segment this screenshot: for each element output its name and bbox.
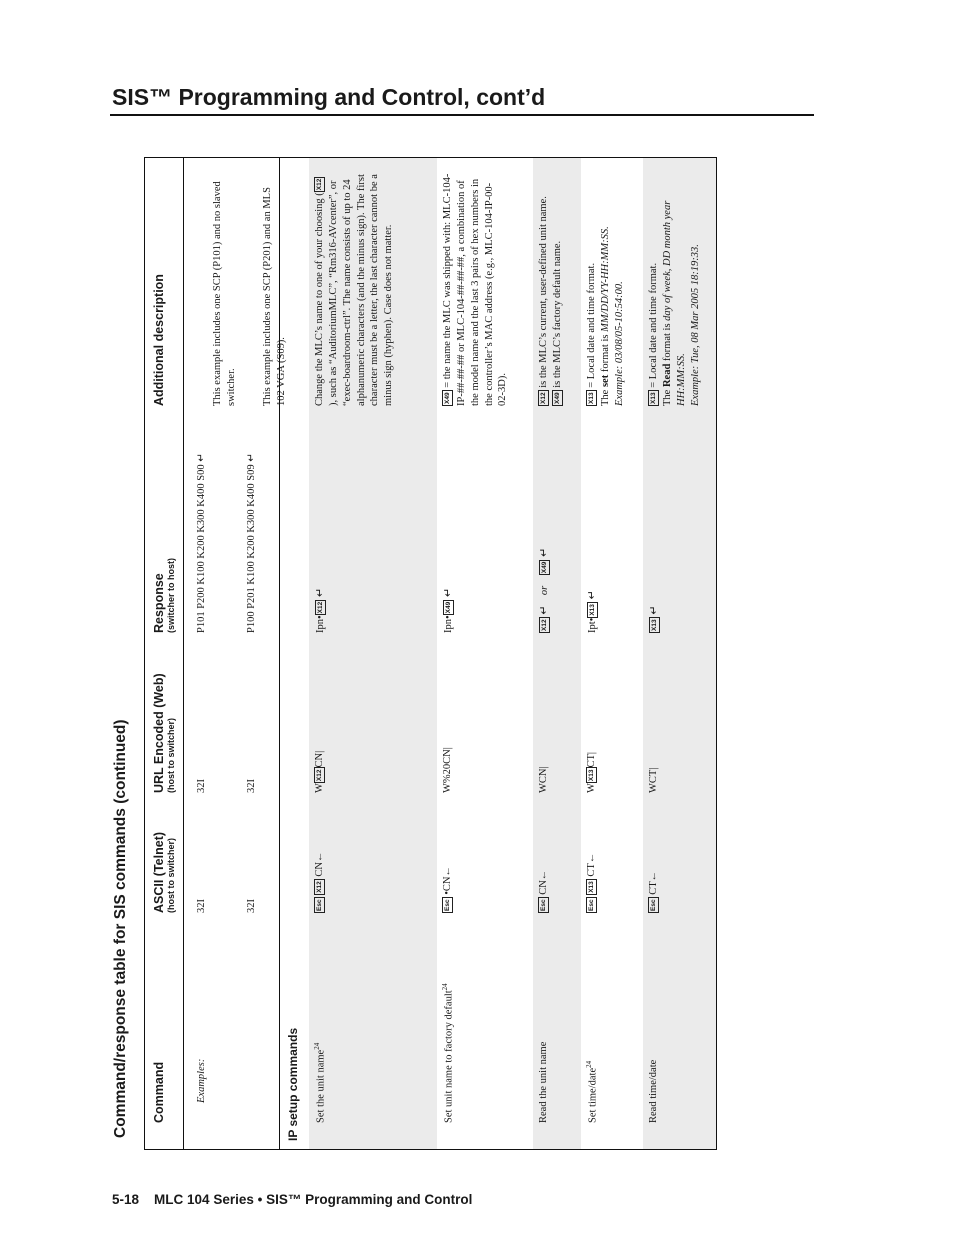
section-heading: IP setup commands	[286, 1027, 300, 1141]
divider	[183, 158, 184, 1150]
var-x13: X13	[588, 392, 596, 404]
desc-text: is the MLC’s current, user-defined unit name.	[538, 196, 549, 391]
response-set-time-date	[585, 590, 600, 633]
command-read-time-date: Read time/date	[648, 1059, 659, 1123]
command-set-factory-default: Set unit name to factory default$^{24}$	[441, 983, 455, 1123]
var-x13: X13	[588, 769, 596, 782]
esc-key: Esc	[650, 899, 658, 911]
ascii-suffix: CN←	[314, 851, 325, 877]
url-suffix: CN|	[314, 750, 325, 768]
response-read-unit-name	[537, 548, 552, 633]
return-icon: ↵	[313, 587, 326, 598]
url-header-label: URL Encoded (Web)	[152, 673, 166, 793]
var-x12: X12	[541, 619, 549, 631]
footer-text: MLC 104 Series • SIS™ Programming and Control	[154, 1192, 473, 1207]
url-prefix: W	[314, 783, 325, 793]
desc-text: = Local date and time format.	[648, 262, 659, 391]
ascii-suffix: •CN←	[442, 866, 453, 895]
url-set-factory-default: W%20CN|	[442, 747, 453, 793]
page-footer	[112, 1192, 472, 1207]
esc-key: Esc	[444, 899, 452, 911]
example-url: 32I	[196, 779, 207, 793]
ascii-suffix: CN←	[538, 869, 549, 895]
col-header-ascii	[153, 832, 177, 913]
command-set-unit-name: Set the unit name$^{24}$	[313, 1042, 327, 1123]
desc-example: Example: 03/08/05-10:54:00.	[613, 281, 625, 406]
or-text: or	[539, 585, 550, 596]
return-icon: ↵	[441, 587, 454, 598]
desc-example: Example: Tue, 08 Mar 2005 18:19:33.	[689, 244, 701, 406]
example-ascii: 32I	[246, 899, 257, 913]
description-read-unit-name	[537, 171, 565, 406]
response-header-sub: (switcher to host)	[165, 557, 176, 633]
description-set-unit-name	[313, 171, 396, 406]
response-header-label: Response	[152, 573, 166, 633]
col-header-url	[153, 673, 177, 793]
var-x49: X49	[445, 601, 453, 614]
var-x12: X12	[316, 769, 324, 782]
return-icon: ↵	[537, 547, 550, 558]
ascii-suffix: CT←	[648, 870, 659, 895]
url-read-unit-name: WCN|	[538, 766, 549, 793]
footnote-ref: 24	[441, 983, 449, 991]
col-header-description: Additional description	[152, 274, 166, 406]
col-header-response	[153, 558, 177, 633]
url-set-unit-name	[313, 751, 327, 793]
esc-key: Esc	[540, 899, 548, 911]
command-table	[144, 157, 717, 1150]
ascii-set-unit-name	[313, 852, 327, 914]
desc-text: is the MLC’s factory default name.	[551, 240, 563, 391]
var-x12: X12	[540, 392, 548, 404]
url-prefix: W	[586, 783, 597, 793]
col-header-command: Command	[152, 1061, 166, 1123]
var-x13: X13	[589, 604, 597, 616]
response-prefix: Ipn•	[315, 615, 326, 633]
page-number: 5-18	[112, 1192, 140, 1207]
ascii-read-unit-name	[537, 870, 551, 913]
var-x13: X13	[650, 392, 658, 404]
example-description: This example includes one SCP (P101) and no slaved switcher.	[212, 181, 237, 406]
examples-label: Examples:	[196, 1058, 207, 1103]
desc-line: The set format is MM/DD/YY-HH:MM:SS.	[599, 226, 611, 406]
desc-line	[647, 171, 661, 406]
ascii-set-time-date	[585, 853, 599, 913]
return-icon: ↵	[537, 605, 550, 615]
return-icon: ↵	[585, 590, 598, 600]
example-response: P101 P200 K100 K200 K300 K400 S00 ↵	[196, 452, 207, 633]
desc-line	[585, 171, 599, 406]
desc-text: = Local date and time format.	[586, 262, 597, 391]
ascii-header-label: ASCII (Telnet)	[152, 831, 166, 913]
footnote-ref: 24	[313, 1042, 321, 1050]
description-read-time-date	[647, 171, 702, 406]
page-title: SIS™ Programming and Control, cont’d	[112, 84, 546, 110]
url-read-time-date: WCT|	[648, 767, 659, 793]
example-response: P100 P201 K100 K200 K300 K400 S09 ↵	[246, 452, 257, 633]
desc-text: = the name the MLC was shipped with: MLC-104-IP-##-##-## or MLC-104-##-##-##, a combination of the model name and the last 3 pairs of hex numbers in the controller’s MAC address (e.g., MLC-104-IP-00-02-3D).	[442, 173, 509, 406]
desc-text: Change the MLC’s name to one of your choosing (	[314, 192, 325, 406]
desc-text: ), such as “AuditoriumMLC”, “Rm316-AVcenter”, or “exec-boardroom-ctrl”. The name consists of up to 24 alphanumeric characters (and the minus sign). The first character must be a letter, the last character cannot be a minus sign (hyphen). Case does not matter.	[327, 174, 395, 406]
var-x49: X49	[541, 561, 549, 574]
response-set-unit-name	[313, 588, 328, 633]
example-ascii: 32I	[196, 899, 207, 913]
description-set-time-date	[585, 171, 627, 406]
desc-line	[537, 171, 551, 406]
url-set-time-date	[585, 752, 599, 793]
ascii-suffix: CT←	[586, 852, 597, 877]
var-x13: X13	[651, 619, 659, 631]
command-set-time-date: Set time/date$^{24}$	[585, 1060, 599, 1123]
response-set-factory-default	[441, 588, 456, 633]
var-x49: X49	[553, 392, 561, 404]
footnote-ref: 24	[585, 1060, 593, 1068]
command-read-unit-name: Read the unit name	[538, 1041, 549, 1123]
description-set-factory-default	[441, 171, 510, 406]
return-icon: ↵	[647, 605, 660, 615]
var-x12: X12	[317, 601, 325, 614]
esc-key: Esc	[316, 899, 324, 911]
ascii-read-time-date	[647, 871, 661, 913]
var-x12: X12	[316, 881, 324, 893]
example-description: This example includes one SCP (P201) and an MLS 102 VGA (S09).	[262, 187, 287, 406]
response-prefix: Ipn•	[443, 615, 454, 633]
url-suffix: CT|	[586, 751, 597, 768]
ascii-set-factory-default	[441, 866, 455, 913]
response-prefix: Ipt•	[587, 617, 598, 633]
url-header-sub: (host to switcher)	[165, 717, 176, 793]
header-rule	[110, 114, 814, 116]
var-x13: X13	[588, 881, 596, 893]
desc-line: The Read format is day of week, DD month year HH:MM:SS.	[661, 200, 687, 406]
desc-line	[551, 171, 565, 406]
var-x12: X12	[316, 178, 324, 191]
esc-key: Esc	[588, 899, 596, 911]
var-x49: X49	[444, 392, 452, 404]
table-title: Command/response table for SIS commands (continued)	[112, 719, 129, 1138]
response-read-time-date	[647, 606, 662, 633]
example-url: 32I	[246, 779, 257, 793]
ascii-header-sub: (host to switcher)	[165, 837, 176, 913]
